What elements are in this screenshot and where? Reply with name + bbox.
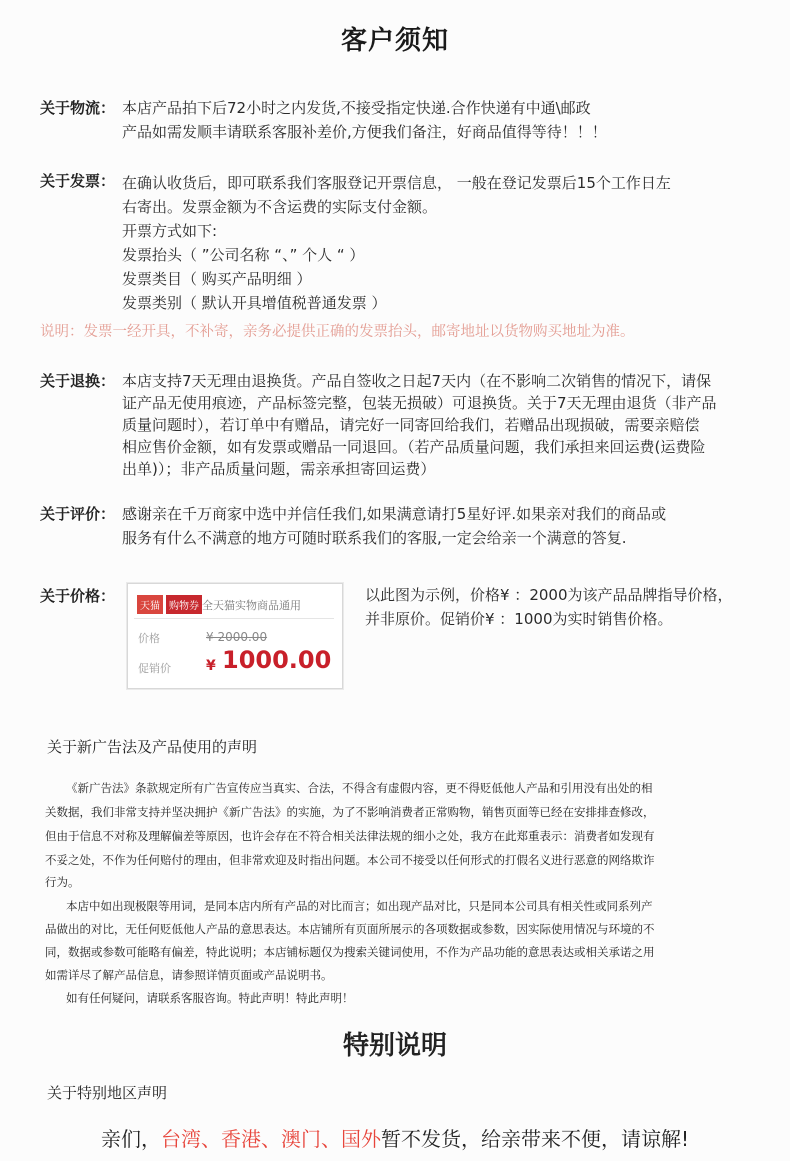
invoice-line-5: 发票类目（ 购买产品明细 ）: [122, 270, 312, 288]
declaration-line-8: 同，数据或参数可能略有偏差，特此说明；本店铺标题仅为搜索关键词使用，不作为产品功能的意思表达或相关承诺之用: [45, 945, 655, 959]
invoice-line-3: 开票方式如下:: [122, 222, 218, 240]
price-example-card: [127, 583, 343, 689]
review-line-1: 感谢亲在千万商家中选中并信任我们,如果满意请打5星好评.如果亲对我们的商品或: [122, 505, 667, 523]
invoice-label: 关于发票：: [40, 172, 116, 190]
invoice-line-4: 发票抬头（ ”公司名称 “、” 个人 “ ）: [122, 246, 365, 264]
price-line-1: 以此图为示例，价格¥ ：2000为该产品品牌指导价格，: [365, 586, 733, 604]
returns-line-5: 出单)）；非产品质量问题，需亲承担寄回运费）: [122, 460, 436, 478]
card-header-text: 全天猫实物商品通用: [202, 599, 301, 612]
declaration-line-1: 《新广告法》条款规定所有广告宣传应当真实、合法，不得含有虚假内容，更不得贬低他人产品和引用没有出处的相: [66, 781, 653, 795]
card-divider: [134, 618, 334, 619]
logistics-line-1: 本店产品拍下后72小时之内发货,不接受指定快递.合作快递有中通\邮政: [122, 99, 591, 117]
declaration-line-6: 本店中如出现极限等用词，是同本店内所有产品的对比而言；如出现产品对比，只是同本公司具有相关性或同系列产: [66, 899, 653, 913]
price-label: 关于价格：: [40, 587, 116, 605]
region-notice: [0, 1123, 790, 1152]
orig-price-value: ¥ 2000.00: [206, 630, 268, 644]
declaration-line-10: 如有任何疑问，请联系客服咨询。特此声明！特此声明！: [66, 991, 354, 1005]
declaration-line-9: 如需详尽了解产品信息，请参照详情页面或产品说明书。: [45, 968, 333, 982]
sale-price-value: 1000.00: [222, 646, 332, 674]
invoice-line-2: 右寄出。发票金额为不含运费的实际支付金额。: [122, 198, 438, 216]
returns-line-2: 证产品无使用痕迹，产品标签完整，包装无损破）可退换货。关于7天无理由退货（非产品: [122, 394, 717, 412]
coupon-badge: 购物券: [166, 595, 202, 614]
declaration-line-4: 不妥之处，不作为任何赔付的理由，但非常欢迎及时指出问题。本公司不接受以任何形式的打假名义进行恶意的网络欺诈: [45, 853, 655, 867]
sale-price-label: 促销价: [138, 662, 171, 675]
returns-line-4: 相应售价金额，如有发票或赠品一同退回。（若产品质量问题，我们承担来回运费(运费险: [122, 438, 706, 456]
review-line-2: 服务有什么不满意的地方可随时联系我们的客服,一定会给亲一个满意的答复.: [122, 529, 627, 547]
invoice-note: 说明：发票一经开具，不补寄，亲务必提供正确的发票抬头，邮寄地址以货物购买地址为准。: [40, 324, 635, 340]
notice-regions: 台湾、香港、澳门、国外: [160, 1127, 381, 1151]
tmall-badge: 天猫: [137, 595, 163, 614]
invoice-line-1: 在确认收货后，即可联系我们客服登记开票信息， 一般在登记发票后15个工作日左: [122, 174, 671, 192]
logistics-line-2: 产品如需发顺丰请联系客服补差价,方便我们备注，好商品值得等待！！！: [122, 123, 607, 141]
notice-prefix: 亲们，: [100, 1127, 161, 1151]
special-title: 特别说明: [342, 1031, 447, 1061]
sale-price-symbol: ¥: [206, 658, 216, 674]
logistics-label: 关于物流：: [40, 99, 116, 117]
declaration-line-5: 行为。: [45, 875, 80, 889]
region-declaration-title: 关于特别地区声明: [47, 1084, 168, 1102]
returns-label: 关于退换：: [40, 372, 116, 390]
price-line-2: 并非原价。促销价¥ ：1000为实时销售价格。: [365, 610, 673, 628]
invoice-line-6: 发票类别（ 默认开具增值税普通发票 ）: [122, 294, 387, 312]
declaration-line-3: 但由于信息不对称及理解偏差等原因，也许会存在不符合相关法律法规的细小之处，我方在此郑重表示：消费者如发现有: [45, 829, 655, 843]
page-title: 客户须知: [340, 26, 449, 56]
orig-price-label: 价格: [138, 632, 160, 645]
notice-suffix: 暂不发货，给亲带来不便，请谅解!: [380, 1127, 690, 1151]
returns-line-1: 本店支持7天无理由退换货。产品自签收之日起7天内（在不影响二次销售的情况下，请保: [122, 372, 712, 390]
review-label: 关于评价：: [40, 505, 116, 523]
declaration-title: 关于新广告法及产品使用的声明: [47, 738, 258, 756]
declaration-line-7: 品做出的对比，无任何贬低他人产品的意思表达。本店铺所有页面所展示的各项数据或参数，因实际使用情况与环境的不: [45, 922, 655, 936]
returns-line-3: 质量问题时），若订单中有赠品，请完好一同寄回给我们，若赠品出现损破，需要亲赔偿: [122, 416, 700, 434]
declaration-line-2: 关数据，我们非常支持并坚决拥护《新广告法》的实施，为了不影响消费者正常购物，销售页面等已经在安排排查修改，: [45, 805, 655, 819]
